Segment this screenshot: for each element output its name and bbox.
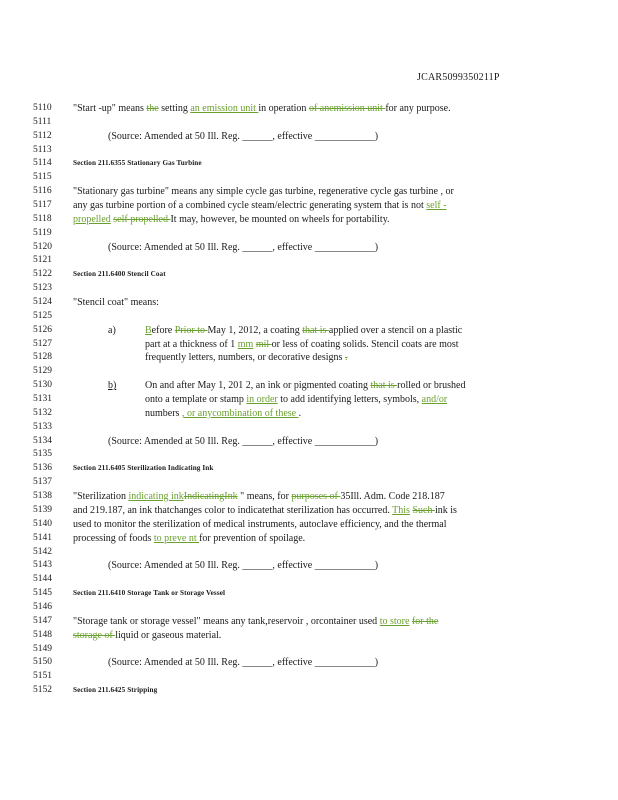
document-line [0, 407, 618, 421]
deleted-text: Prior to [174, 324, 208, 336]
text-segment: or less of coating solids. Stencil coats are most [271, 338, 459, 350]
deleted-text: of anemission unit [308, 103, 386, 114]
line-number: 5126 [33, 324, 52, 335]
document-line [0, 254, 618, 268]
document-line [0, 171, 618, 185]
document-id: JCAR5099350211P [417, 72, 500, 83]
line-number: 5117 [33, 200, 52, 211]
text-segment: processing of foods [73, 532, 154, 544]
document-line [0, 199, 618, 213]
inserted-text: B [145, 324, 152, 336]
line-text [145, 407, 301, 421]
text-segment: (Source: Amended at 50 Ill. Reg. ______, effective ____________) [108, 241, 379, 253]
line-text [73, 268, 166, 282]
text-segment: (Source: Amended at 50 Ill. Reg. ______, effective ____________) [108, 130, 379, 142]
text-segment: . [298, 407, 302, 419]
line-number: 5118 [33, 213, 52, 224]
text-segment: liquid or gaseous material. [115, 629, 222, 641]
deleted-text: self propelled [113, 213, 171, 225]
text-segment: ink is [434, 504, 457, 516]
text-segment: efore [151, 324, 175, 336]
inserted-text: in order [246, 394, 278, 406]
inserted-text: to store [379, 615, 410, 627]
line-number: 5146 [33, 601, 52, 612]
line-text [73, 615, 438, 629]
line-number: 5123 [33, 283, 52, 294]
line-number: 5122 [33, 269, 52, 280]
line-text [73, 296, 159, 310]
line-text [145, 393, 447, 407]
line-text [108, 130, 378, 144]
line-text [73, 462, 213, 476]
line-text [73, 185, 454, 199]
deleted-text: purposes of [291, 491, 341, 503]
line-number: 5129 [33, 366, 52, 377]
document-line [0, 670, 618, 684]
line-number: 5150 [33, 657, 52, 668]
document-line [0, 476, 618, 490]
inserted-text: self - [426, 200, 447, 212]
line-number: 5145 [33, 588, 52, 599]
line-text [145, 379, 466, 393]
line-number: 5133 [33, 421, 52, 432]
line-number: 5128 [33, 352, 52, 363]
text-segment: (Source: Amended at 50 Ill. Reg. ______, effective ____________) [108, 657, 379, 669]
subsection-marker: a) [108, 324, 116, 336]
deleted-text: for the [411, 615, 439, 627]
line-number: 5119 [33, 227, 52, 238]
inserted-text: This [392, 504, 410, 516]
subsection-marker: b) [108, 380, 117, 392]
line-text [108, 559, 378, 573]
section-heading-line [0, 268, 618, 282]
line-number: 5127 [33, 338, 52, 349]
line-number: 5132 [33, 407, 52, 418]
line-number: 5151 [33, 671, 52, 682]
line-text [108, 241, 378, 255]
line-number: 5120 [33, 241, 52, 252]
line-text [145, 338, 459, 352]
text-segment: 35Ill. Adm. Code 218.187 [340, 491, 445, 503]
deleted-text: mil [255, 338, 272, 350]
deleted-text: storage of [73, 629, 116, 641]
line-text [108, 435, 378, 449]
document-line [0, 504, 618, 518]
line-number: 5147 [33, 615, 52, 626]
line-number: 5113 [33, 144, 52, 155]
document-line [0, 365, 618, 379]
text-segment: It may, however, be mounted on wheels for portability. [170, 213, 390, 225]
line-number: 5124 [33, 297, 52, 308]
line-number: 5152 [33, 685, 52, 696]
line-text [73, 587, 225, 601]
line-text [73, 504, 457, 518]
inserted-text: indicating ink [128, 491, 184, 503]
document-line [0, 338, 618, 352]
text-segment: and 219.187, an ink thatchanges color to indicatethat sterilization has occurred. [73, 504, 393, 516]
text-segment: Section 211.6400 Stencil Coat [73, 270, 166, 279]
line-number: 5131 [33, 394, 52, 405]
document-line [0, 421, 618, 435]
line-number: 5135 [33, 449, 52, 460]
text-segment: frequently letters, numbers, or decorative designs [145, 352, 345, 364]
document-line [0, 615, 618, 629]
document-line [0, 393, 618, 407]
line-number: 5137 [33, 477, 52, 488]
text-segment: numbers [145, 407, 182, 419]
document-line [0, 102, 618, 116]
line-text [73, 157, 202, 171]
document-line [0, 656, 618, 670]
line-text [73, 199, 447, 213]
document-line [0, 518, 618, 532]
text-segment: onto a template or stamp [145, 394, 247, 406]
line-text [145, 351, 347, 365]
document-line [0, 310, 618, 324]
document-line [0, 435, 618, 449]
line-number: 5115 [33, 172, 52, 183]
line-number: 5144 [33, 574, 52, 585]
section-heading-line [0, 462, 618, 476]
text-segment: in operation [258, 103, 309, 114]
text-segment: "Stencil coat" means: [73, 297, 159, 309]
document-line [0, 282, 618, 296]
text-segment: "Storage tank or storage vessel" means any tank,reservoir , orcontainer used [73, 615, 380, 627]
deleted-text: that is [302, 324, 329, 336]
document-line [0, 559, 618, 573]
line-number: 5116 [33, 186, 52, 197]
document-line [0, 351, 618, 365]
document-line [0, 448, 618, 462]
text-segment: any gas turbine portion of a combined cycle steam/electric generating system that is not [73, 200, 427, 212]
line-number: 5110 [33, 103, 52, 113]
text-segment: to add identifying letters, symbols, [277, 394, 422, 406]
line-number: 5142 [33, 546, 52, 557]
document-line [0, 130, 618, 144]
text-segment: "Stationary gas turbine" means any simple cycle gas turbine, regenerative cycle gas turbine , or [73, 186, 454, 198]
line-text [73, 518, 447, 532]
line-text [145, 324, 462, 338]
line-number: 5140 [33, 518, 52, 529]
document-line [0, 296, 618, 310]
text-segment: used to monitor the sterilization of medical instruments, autoclave efficiency, and the thermal [73, 518, 447, 530]
text-segment: (Source: Amended at 50 Ill. Reg. ______, effective ____________) [108, 560, 379, 572]
line-text [108, 656, 378, 670]
inserted-text: propelled [73, 213, 111, 225]
document-line [0, 643, 618, 657]
line-number: 5130 [33, 380, 52, 391]
document-body [0, 102, 618, 698]
text-segment: applied over a stencil on a plastic [328, 324, 463, 336]
text-segment: rolled or brushed [397, 380, 466, 392]
text-segment: Section 211.6405 Sterilization Indicating Ink [73, 464, 214, 473]
line-number: 5121 [33, 255, 52, 266]
text-segment: On and after May 1, 201 2, an ink or pigmented coating [145, 380, 371, 392]
deleted-text: Such [412, 504, 435, 516]
text-segment: Section 211.6355 Stationary Gas Turbine [73, 159, 202, 168]
section-heading-line [0, 157, 618, 171]
document-line [0, 532, 618, 546]
text-segment: "Sterilization [73, 491, 129, 503]
line-number: 5125 [33, 310, 52, 321]
text-segment: (Source: Amended at 50 Ill. Reg. ______, effective ____________) [108, 435, 379, 447]
document-line [0, 601, 618, 615]
line-number: 5134 [33, 435, 52, 446]
document-line [0, 573, 618, 587]
line-number: 5136 [33, 463, 52, 474]
inserted-text: , or anycombination of these [181, 407, 299, 419]
line-number: 5112 [33, 130, 52, 141]
document-line [0, 324, 618, 338]
line-number: 5143 [33, 560, 52, 571]
document-line [0, 144, 618, 158]
document-line [0, 116, 618, 130]
line-number: 5114 [33, 158, 52, 169]
line-text [73, 532, 305, 546]
text-segment: "Start -up" means [73, 103, 147, 114]
line-text [73, 213, 390, 227]
section-heading-line [0, 684, 618, 698]
document-line [0, 629, 618, 643]
text-segment: for any purpose. [385, 103, 451, 114]
deleted-text: that is [370, 380, 398, 392]
line-number: 5141 [33, 532, 52, 543]
document-line [0, 185, 618, 199]
text-segment: May 1, 2012, a coating [207, 324, 303, 336]
inserted-text: mm [237, 338, 254, 350]
document-line [0, 546, 618, 560]
deleted-text: . [344, 352, 348, 364]
line-text [73, 102, 451, 116]
line-number: 5139 [33, 504, 52, 515]
deleted-text: the [146, 103, 159, 114]
text-segment: part at a thickness of 1 [145, 338, 238, 350]
deleted-text: IndicatingInk [183, 491, 238, 503]
document-line [0, 227, 618, 241]
line-text [73, 629, 221, 643]
line-number: 5149 [33, 643, 52, 654]
document-line [0, 241, 618, 255]
text-segment: setting [158, 103, 191, 114]
text-segment: " means, for [237, 491, 292, 503]
line-number: 5111 [33, 116, 52, 127]
document-line [0, 213, 618, 227]
text-segment: for prevention of spoilage. [199, 532, 306, 544]
section-heading-line [0, 587, 618, 601]
text-segment: Section 211.6410 Storage Tank or Storage Vessel [73, 589, 226, 598]
line-text [73, 490, 445, 504]
document-line [0, 490, 618, 504]
inserted-text: to preve nt [153, 532, 200, 544]
inserted-text: an emission unit [190, 103, 259, 114]
line-number: 5148 [33, 629, 52, 640]
text-segment: Section 211.6425 Stripping [73, 686, 158, 695]
line-number: 5138 [33, 491, 52, 502]
line-text [73, 684, 157, 698]
document-line [0, 379, 618, 393]
inserted-text: and/or [421, 394, 448, 406]
